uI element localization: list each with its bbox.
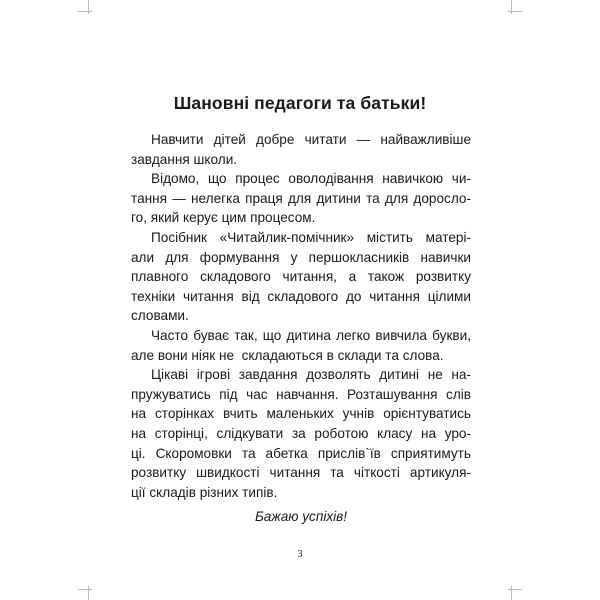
crop-mark-bottom-right-v [511, 586, 512, 600]
page-title: Шановні педагоги та батьки! [173, 93, 427, 113]
paragraph-line: техніки читання від складового до читання цілими [131, 288, 471, 304]
paragraph-line: Цікаві ігрові завдання дозволять дитині не на- [151, 367, 471, 383]
paragraph-line: али для формування у першокласників навички [131, 249, 471, 265]
crop-mark-bottom-left-h [78, 589, 92, 590]
paragraph-line: плавного складового читання, а також розвитку [131, 269, 471, 285]
paragraph-3 [131, 228, 471, 326]
paragraph-line: го, який керує цим процесом. [131, 210, 316, 226]
paragraph-line: завдання школи. [131, 151, 238, 167]
paragraph-4 [131, 326, 471, 365]
body-text [131, 130, 471, 502]
paragraph-line: на сторінках вчить маленьких учнів орієнтуватись [131, 406, 471, 422]
paragraph-line: але вони ніяк не складаються в склади та слова. [131, 347, 444, 363]
paragraph-line: розвитку швидкості читання та чіткості артикуля- [131, 465, 471, 481]
crop-mark-bottom-left-v [88, 586, 89, 600]
paragraph-line: Відомо, що процес оволодівання навичкою чи- [151, 171, 471, 187]
paragraph-line: ції складів різних типів. [131, 484, 278, 500]
paragraph-line: пружуватись під час навчання. Розташування слів [131, 386, 471, 402]
paragraph-5 [131, 365, 471, 502]
page-number: 3 [297, 549, 303, 560]
paragraph-line: Навчити дітей добре читати — найважливіше [151, 132, 471, 147]
crop-mark-top-right-v [511, 0, 512, 14]
crop-mark-top-left-h [78, 11, 92, 12]
paragraph-line: на сторінці, слідкувати за роботою класу на уро- [131, 425, 471, 441]
paragraph-line: тання — нелегка праця для дитини та для доросло- [131, 190, 471, 206]
signoff: Бажаю успіхів! [254, 509, 348, 524]
paragraph-line: словами. [131, 308, 189, 324]
paragraph-line: ці. Скоромовки та абетка прислів`їв сприятимуть [131, 445, 471, 461]
crop-mark-top-left-v [88, 0, 89, 14]
paragraph-1 [131, 130, 471, 169]
paragraph-line: Часто буває так, що дитина легко вивчила букви, [151, 327, 471, 343]
paragraph-2 [131, 169, 471, 228]
paragraph-line: Посібник «Читайлик-помічник» містить матері- [151, 229, 471, 245]
